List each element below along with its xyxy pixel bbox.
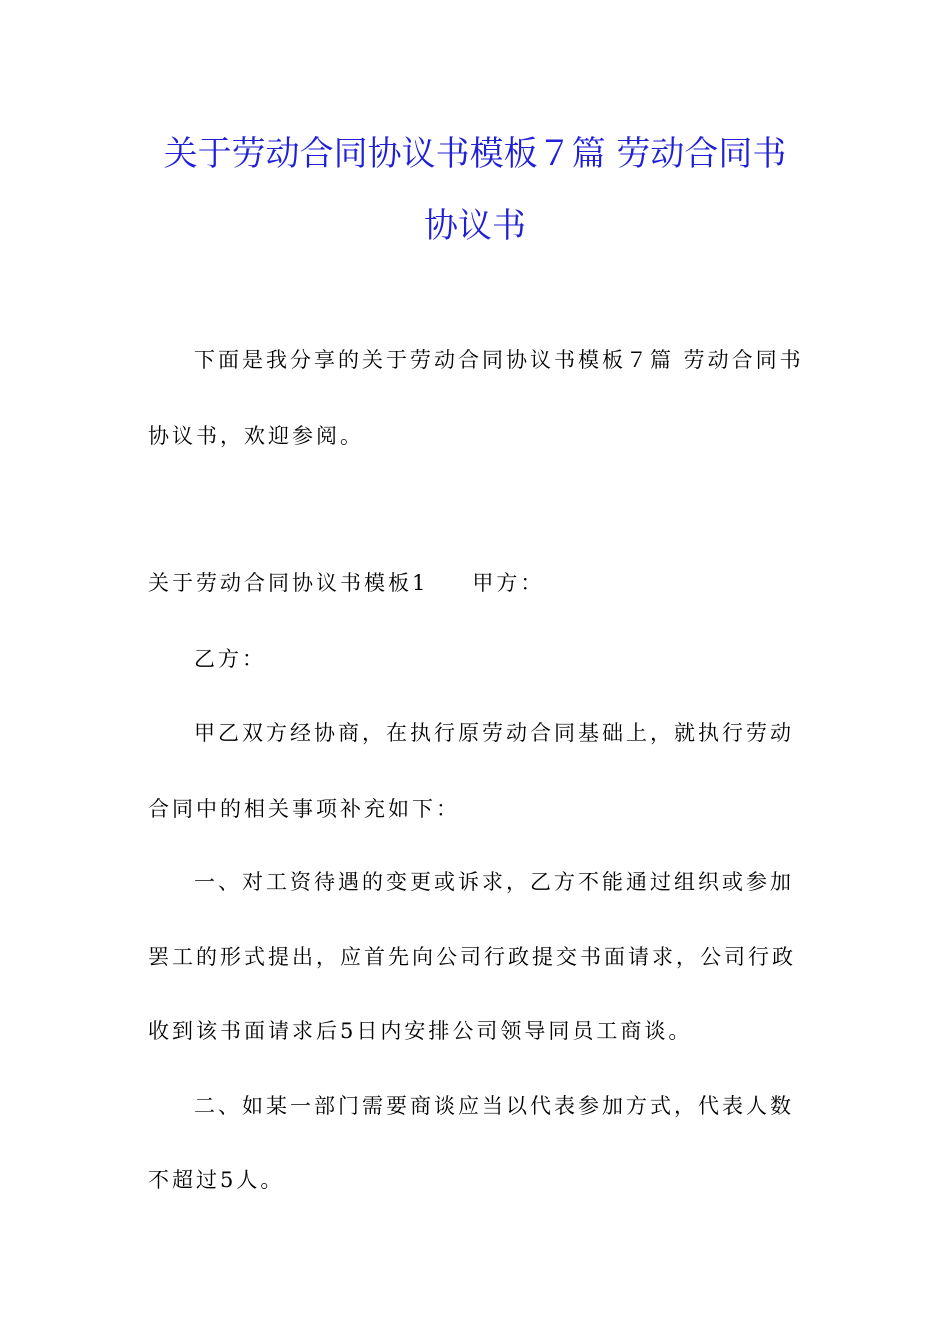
section-heading-row <box>148 568 544 598</box>
party-a-label: 甲方： <box>472 571 545 595</box>
document-title-line-2: 协议书 <box>424 206 526 246</box>
paragraph-2-line-1: 一、对工资待遇的变更或诉求，乙方不能通过组织或参加 <box>194 870 794 894</box>
party-b-label: 乙方： <box>194 647 266 671</box>
document-title-line-1: 关于劳动合同协议书模板７篇 劳动合同书 <box>163 134 787 174</box>
paragraph-1-line-2: 合同中的相关事项补充如下： <box>148 797 460 821</box>
paragraph-3-line-2: 不超过5人。 <box>148 1168 285 1192</box>
paragraph-3-line-1: 二、如某一部门需要商谈应当以代表参加方式，代表人数 <box>194 1094 794 1118</box>
section-heading: 关于劳动合同协议书模板1 <box>148 571 429 595</box>
paragraph-1-line-1: 甲乙双方经协商，在执行原劳动合同基础上，就执行劳动 <box>194 721 794 745</box>
intro-line-2: 协议书，欢迎参阅。 <box>148 424 364 448</box>
paragraph-2-line-2: 罢工的形式提出，应首先向公司行政提交书面请求，公司行政 <box>148 945 796 969</box>
intro-line-1: 下面是我分享的关于劳动合同协议书模板７篇 劳动合同书 <box>194 348 804 372</box>
paragraph-2-line-3: 收到该书面请求后5日内安排公司领导同员工商谈。 <box>148 1019 693 1043</box>
